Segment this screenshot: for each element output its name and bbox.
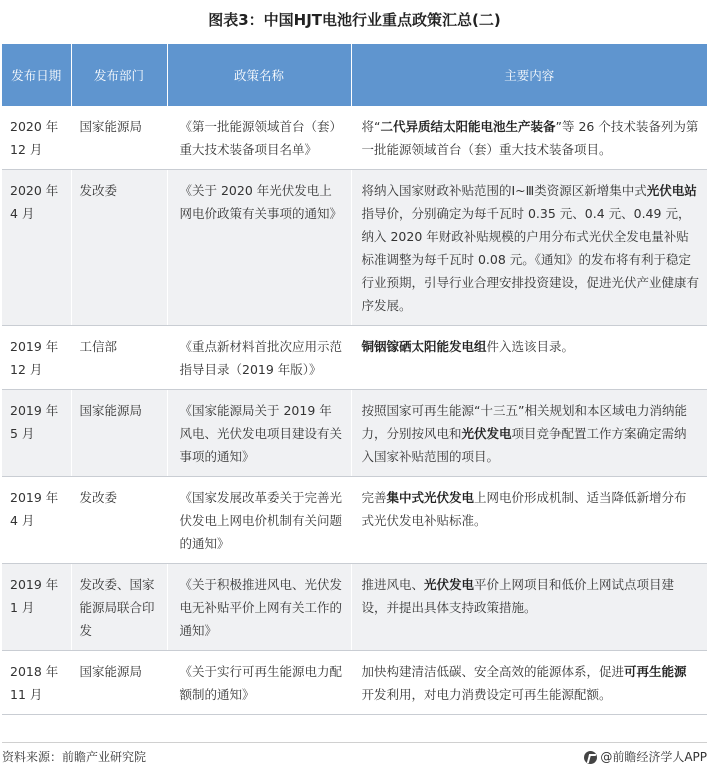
cell-policy-name: 《重点新材料首批次应用示范指导目录（2019 年版）》	[167, 326, 351, 390]
table-row	[2, 170, 707, 326]
cell-policy-name: 《关于积极推进风电、光伏发电无补贴平价上网有关工作的通知》	[167, 564, 351, 651]
content-text: 件入选该目录。	[486, 339, 575, 354]
cell-policy-name: 《关于 2020 年光伏发电上网电价政策有关事项的通知》	[167, 170, 351, 326]
content-text: 项目竞争配置工作方案确定需纳入国家补贴范围的项目。	[361, 426, 687, 464]
table-row	[2, 651, 707, 715]
col-header-content: 主要内容	[351, 44, 707, 106]
content-text: 完善	[361, 490, 387, 505]
footer	[2, 742, 707, 767]
cell-date: 2019 年 12 月	[2, 326, 71, 390]
table-row	[2, 390, 707, 477]
content-highlight: 光伏发电	[424, 577, 475, 592]
cell-dept: 国家能源局	[71, 651, 167, 715]
content-highlight: 光伏电站	[646, 183, 697, 198]
cell-date: 2019 年 1 月	[2, 564, 71, 651]
cell-dept: 工信部	[71, 326, 167, 390]
cell-date: 2019 年 5 月	[2, 390, 71, 477]
cell-date: 2019 年 4 月	[2, 477, 71, 564]
content-text: 将“	[361, 119, 381, 134]
cell-content	[351, 170, 707, 326]
table-header-row	[2, 44, 707, 106]
cell-dept: 发改委	[71, 477, 167, 564]
cell-content	[351, 477, 707, 564]
policy-table	[2, 44, 707, 715]
cell-content	[351, 564, 707, 651]
cell-policy-name: 《第一批能源领域首台（套）重大技术装备项目名单》	[167, 106, 351, 170]
cell-dept: 国家能源局	[71, 390, 167, 477]
brand	[584, 745, 707, 769]
table-row	[2, 326, 707, 390]
cell-content	[351, 326, 707, 390]
brand-logo-icon	[584, 751, 597, 764]
content-text: 加快构建清洁低碳、安全高效的能源体系，促进	[361, 664, 625, 679]
content-highlight: 二代异质结太阳能电池生产装备	[380, 119, 556, 134]
content-text: 将纳入国家财政补贴范围的Ⅰ~Ⅲ类资源区新增集中式	[361, 183, 647, 198]
content-highlight: 铜铟镓硒太阳能发电组	[361, 339, 487, 354]
cell-content	[351, 390, 707, 477]
content-text: 开发利用，对电力消费设定可再生能源配额。	[361, 687, 612, 702]
content-highlight: 集中式光伏发电	[386, 490, 475, 505]
cell-policy-name: 《关于实行可再生能源电力配额制的通知》	[167, 651, 351, 715]
cell-policy-name: 《国家能源局关于 2019 年风电、光伏发电项目建设有关事项的通知》	[167, 390, 351, 477]
cell-content	[351, 106, 707, 170]
content-text: 平价上网项目和低价上网试点项目建设，并提出具体支持政策措施。	[361, 577, 675, 615]
source-note: 资料来源：前瞻产业研究院	[2, 750, 147, 764]
content-text: 指导价，分别确定为每千瓦时 0.35 元、0.4 元、0.49 元，纳入 2020 年财政补贴规模的户用分布式光伏全发电量补贴标准调整为每千瓦时 0.08 元。《通知》的发布将有利于稳定行业预期，引导行业合理安排投资建设，促进光伏产业健康有序发展。	[361, 206, 700, 313]
cell-dept: 国家能源局	[71, 106, 167, 170]
content-text: ”等 26 个技术装备列为第一批能源领域首台（套）重大技术装备项目。	[361, 119, 699, 157]
page-title: 图表3：中国HJT电池行业重点政策汇总(二)	[208, 11, 501, 29]
table-row	[2, 106, 707, 170]
cell-date: 2020 年 12 月	[2, 106, 71, 170]
cell-content	[351, 651, 707, 715]
content-highlight: 光伏发电	[461, 426, 512, 441]
col-header-name: 政策名称	[167, 44, 351, 106]
cell-date: 2018 年 11 月	[2, 651, 71, 715]
table-row	[2, 564, 707, 651]
table-row	[2, 477, 707, 564]
cell-dept: 发改委	[71, 170, 167, 326]
content-text: 推进风电、	[361, 577, 425, 592]
cell-date: 2020 年 4 月	[2, 170, 71, 326]
content-highlight: 可再生能源	[624, 664, 687, 679]
cell-policy-name: 《国家发展改革委关于完善光伏发电上网电价机制有关问题的通知》	[167, 477, 351, 564]
col-header-date: 发布日期	[2, 44, 71, 106]
col-header-dept: 发布部门	[71, 44, 167, 106]
cell-dept: 发改委、国家能源局联合印发	[71, 564, 167, 651]
content-text: 上网电价形成机制、适当降低新增分布式光伏发电补贴标准。	[361, 490, 687, 528]
content-text: 按照国家可再生能源“十三五”相关规划和本区域电力消纳能力，分别按风电和	[361, 403, 687, 441]
brand-label: @前瞻经济学人APP	[600, 750, 707, 764]
